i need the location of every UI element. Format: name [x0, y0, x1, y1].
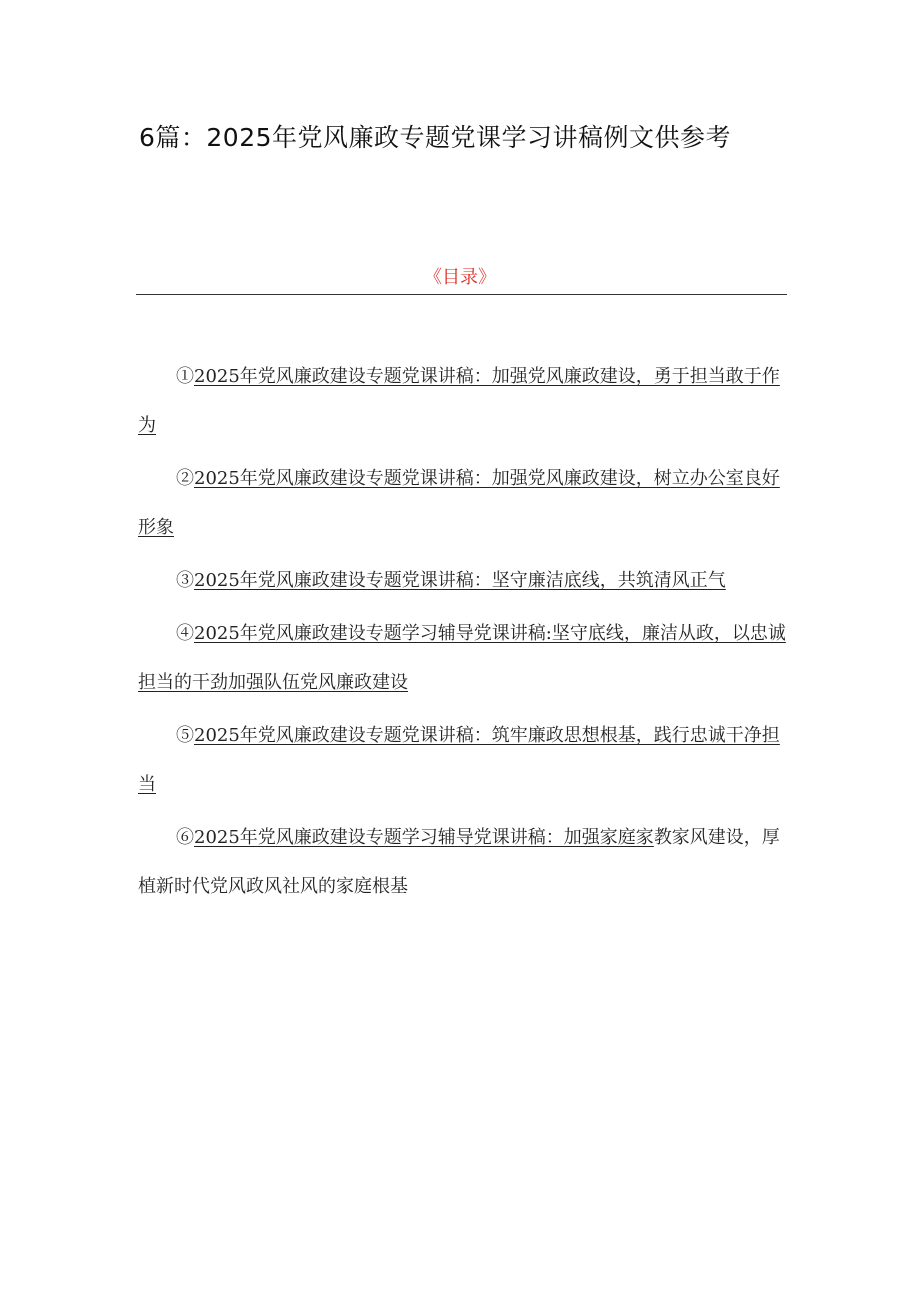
- toc-item-4: [138, 609, 788, 707]
- toc-item-marker: ①: [176, 366, 194, 387]
- toc-item-link[interactable]: 2025年党风廉政建设专题党课讲稿：加强党风廉政建设，树立办公室良好形象: [138, 468, 780, 538]
- toc-item-trailing-text: 教家风建设，厚植新时代党风政风社风的家庭根基: [138, 827, 780, 897]
- toc-item-link[interactable]: 2025年党风廉政建设专题党课讲稿：坚守廉洁底线，共筑清风正气: [194, 570, 726, 591]
- toc-item-link[interactable]: 2025年党风廉政建设专题学习辅导党课讲稿:坚守底线，廉洁从政，以忠诚担当的干劲加强队伍党风廉政建设: [138, 623, 786, 693]
- toc-item-marker: ④: [176, 623, 194, 644]
- toc-heading: 《目录》: [424, 267, 496, 288]
- toc-item-marker: ②: [176, 468, 194, 489]
- toc-item-marker: ⑤: [176, 725, 194, 746]
- toc-item-2: [138, 454, 788, 552]
- toc-item-1: [138, 352, 788, 450]
- toc-item-marker: ③: [176, 570, 194, 591]
- toc-item-link[interactable]: 2025年党风廉政建设专题党课讲稿：加强党风廉政建设，勇于担当敢于作为: [138, 366, 780, 436]
- toc-item-link[interactable]: 2025年党风廉政建设专题学习辅导党课讲稿：加强家庭家: [194, 827, 654, 848]
- toc-item-marker: ⑥: [176, 827, 194, 848]
- toc-item-6: [138, 813, 788, 911]
- document-title: 6篇：2025年党风廉政专题党课学习讲稿例文供参考: [139, 123, 732, 152]
- toc-divider: [136, 294, 787, 295]
- toc-list: [138, 352, 788, 915]
- toc-item-3: [138, 556, 788, 605]
- toc-item-5: [138, 711, 788, 809]
- toc-item-link[interactable]: 2025年党风廉政建设专题党课讲稿：筑牢廉政思想根基，践行忠诚干净担当: [138, 725, 780, 795]
